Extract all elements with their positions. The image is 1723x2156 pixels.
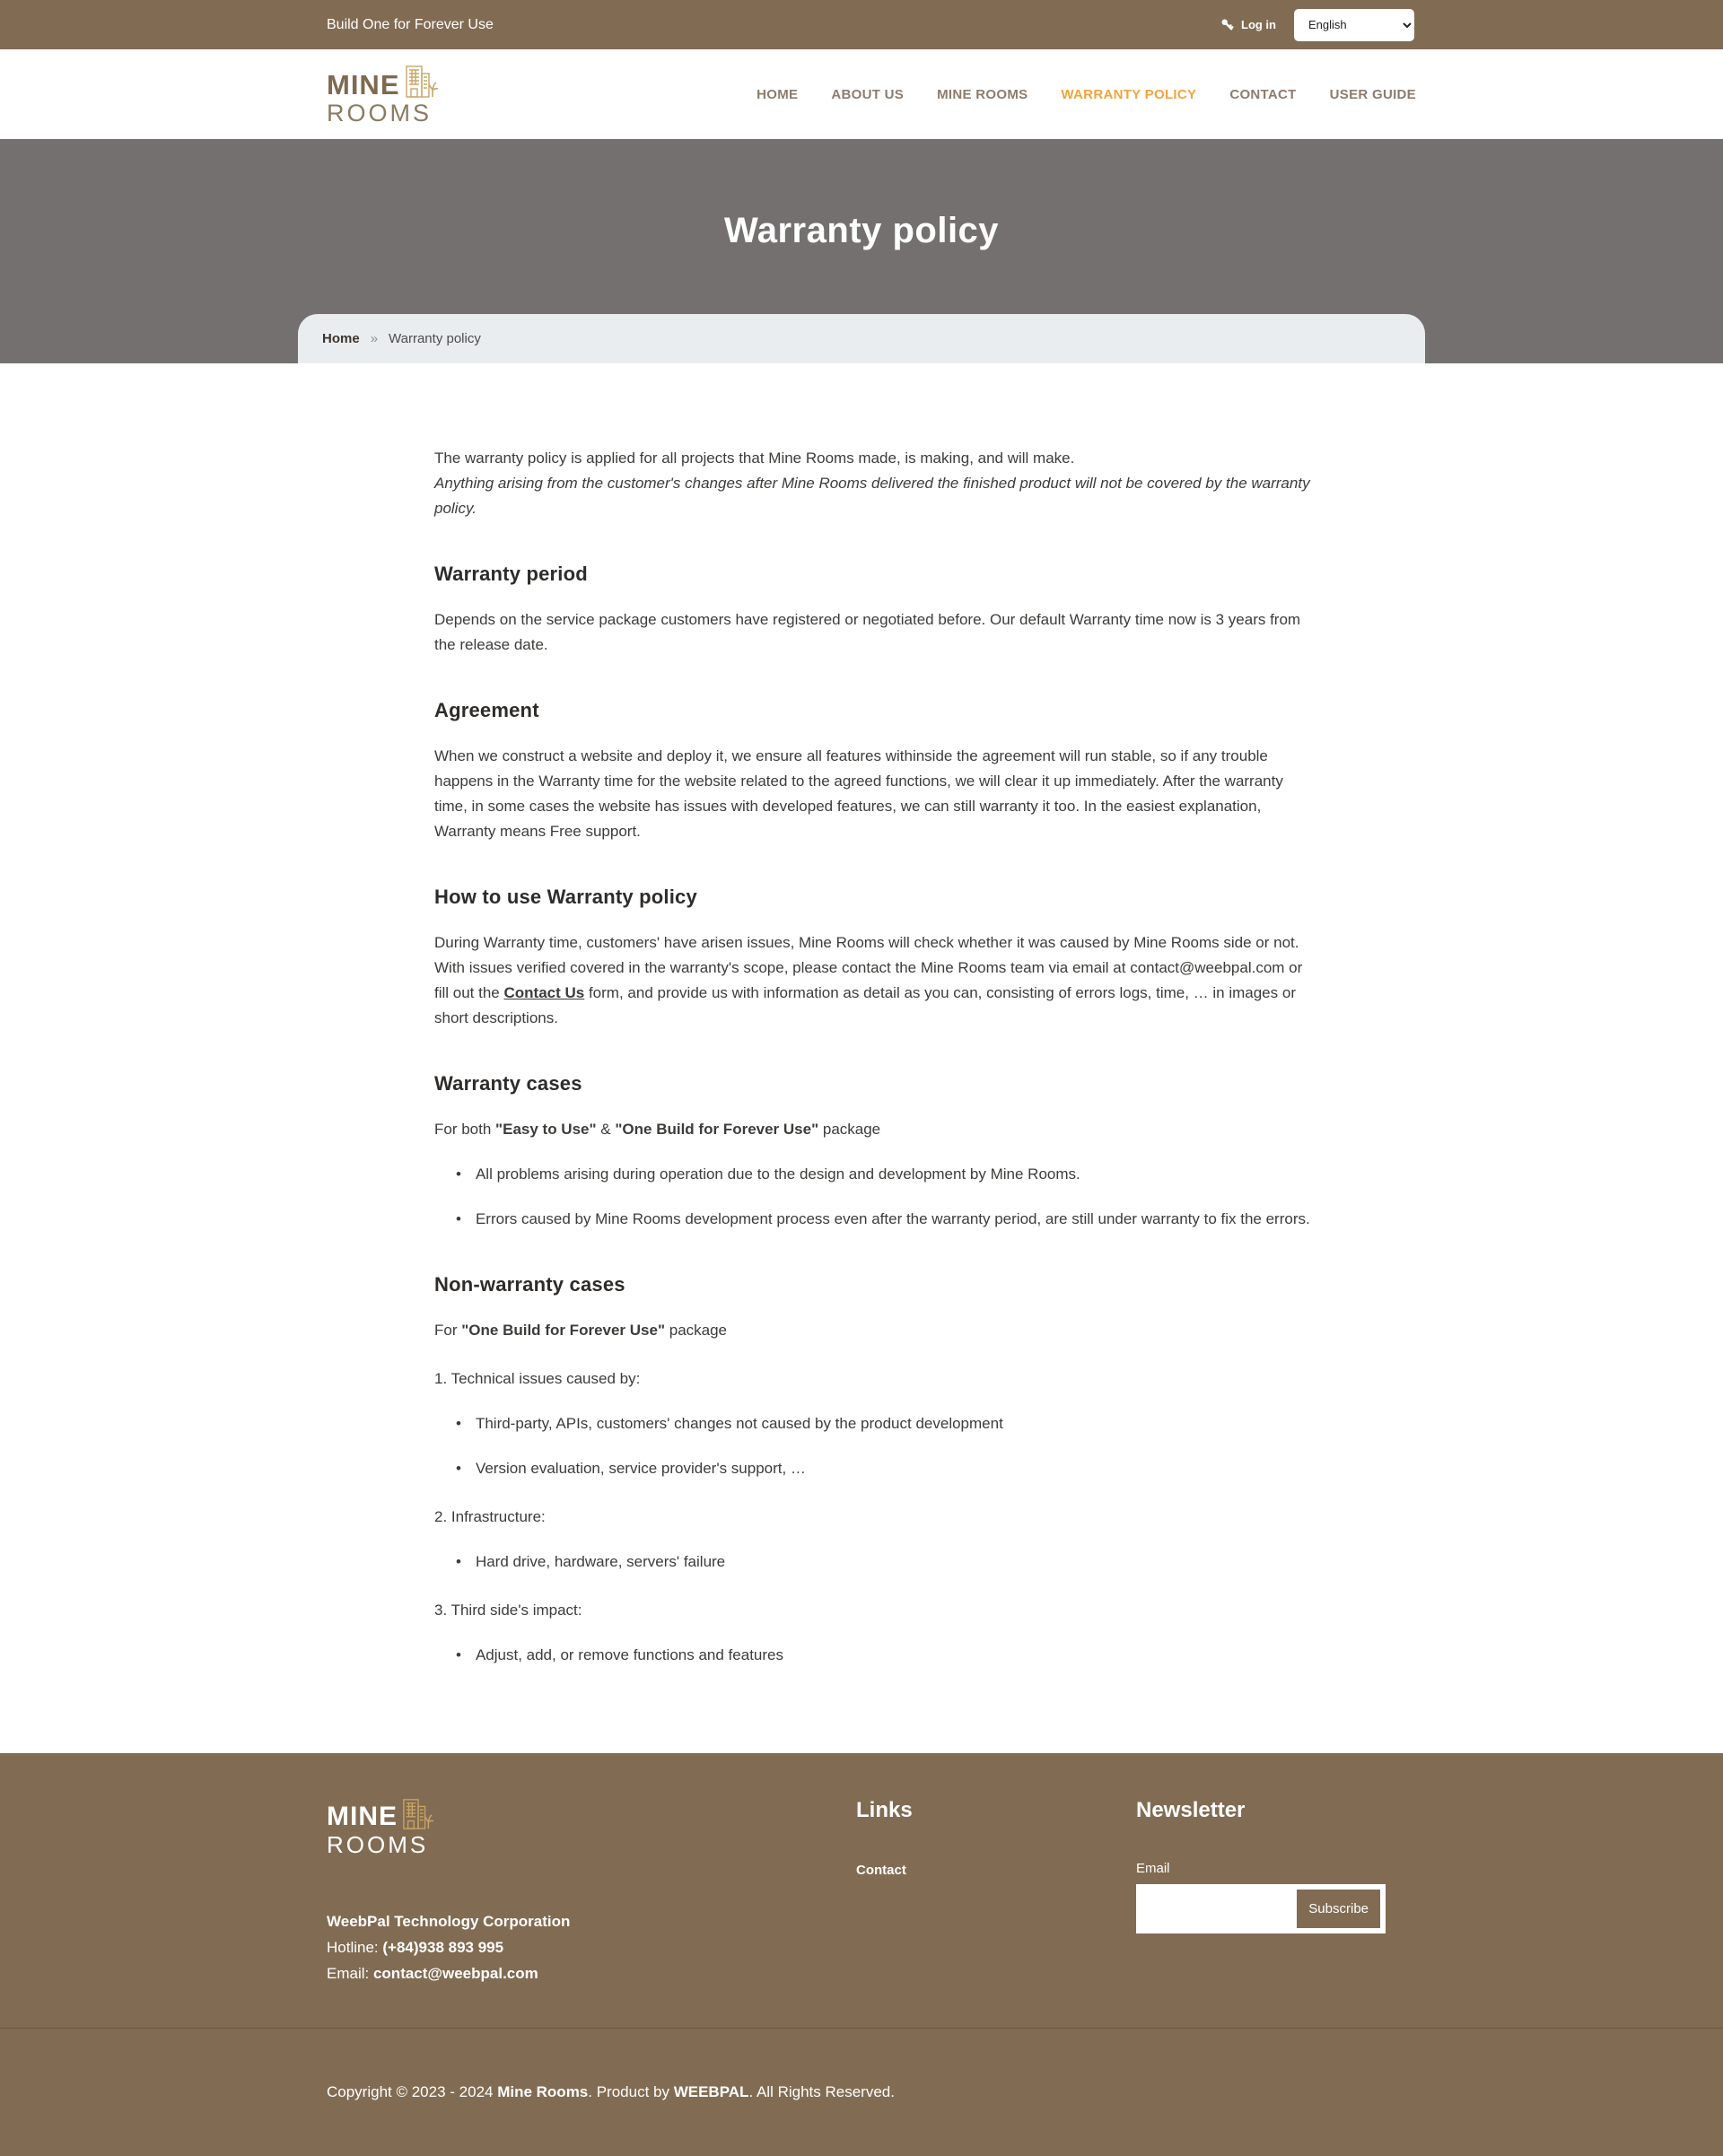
heading-agreement: Agreement [434,699,539,721]
intro-paragraph [434,446,1314,521]
logo-line1: MINE [327,69,400,100]
how-to-line2: With issues verified covered in the warranty's scope, please contact the Mine Rooms team via email at contact@weebpal.com or fill out the Contact Us form, and provide us with information as detail as you can, consisting of errors logs, time, … in images or short descriptions. [434,959,1303,1026]
contact-us-link[interactable]: Contact Us [503,984,585,1001]
bullet-dot: • [456,1646,461,1663]
email-line: Email: contact@weebpal.com [327,1965,538,1982]
bullet-dot: • [456,1460,461,1477]
nav-user-guide[interactable]: USER GUIDE [1329,86,1416,102]
topbar-right [1220,9,1414,41]
breadcrumb-separator: » [370,331,379,346]
non-warranty-lead: For "One Build for Forever Use" package [434,1322,728,1339]
breadcrumb-bar [298,314,1425,363]
login-label: Log in [1241,18,1276,31]
logo-line2: ROOMS [327,100,433,127]
main-content [0,363,1723,1753]
heading-warranty-cases: Warranty cases [434,1072,582,1095]
nav-home[interactable]: HOME [757,86,799,102]
intro-line-italic: Anything arising from the customer's changes after Mine Rooms delivered the finished product will not be covered by the warranty policy. [434,475,1310,517]
hotline-line: Hotline: (+84)938 893 995 [327,1939,504,1956]
numbered-item-1: 1. Technical issues caused by: [434,1370,641,1387]
list-item: • Errors caused by Mine Rooms development process even after the warranty period, are still under warranty to fix the errors. [456,1207,1314,1232]
list-item: • All problems arising during operation due to the design and development by Mine Rooms. [456,1162,1314,1187]
footer-newsletter-column [1136,1796,1405,1986]
intro-line: The warranty policy is applied for all projects that Mine Rooms made, is making, and will make. [434,450,1075,467]
nav-about-us[interactable]: ABOUT US [831,86,905,102]
copyright-text: Copyright © 2023 - 2024 Mine Rooms. Product by WEEBPAL. All Rights Reserved. [327,2083,895,2100]
site-header [0,49,1723,139]
bullet-dot: • [456,1165,461,1183]
main-nav [757,87,1416,102]
nav-mine-rooms[interactable]: MINE ROOMS [937,86,1028,102]
warranty-cases-lead: For both "Easy to Use" & "One Build for Forever Use" package [434,1121,881,1138]
language-select[interactable] [1294,9,1414,41]
hero-banner [0,139,1723,363]
bullet-dot: • [456,1415,461,1432]
footer-company-info [327,1908,856,1986]
newsletter-form [1136,1884,1386,1933]
breadcrumb-home-link[interactable]: Home [322,331,360,346]
how-to-line1: During Warranty time, customers' have arisen issues, Mine Rooms will check whether it was caused by Mine Rooms side or not. [434,934,1299,951]
newsletter-email-label: Email [1136,1861,1170,1876]
login-button[interactable] [1220,18,1276,31]
breadcrumb [322,331,481,346]
page-title: Warranty policy [723,211,1000,250]
heading-warranty-period: Warranty period [434,563,588,585]
site-tagline: Build One for Forever Use [327,16,494,32]
nav-contact[interactable]: CONTACT [1229,86,1297,102]
company-name: WeebPal Technology Corporation [327,1913,571,1930]
list-item: • Adjust, add, or remove functions and features [456,1643,1314,1668]
list-item: • Third-party, APIs, customers' changes not caused by the product development [456,1411,1314,1436]
subscribe-button[interactable]: Subscribe [1295,1888,1382,1930]
heading-how-to-use: How to use Warranty policy [434,886,697,908]
nav-warranty-policy[interactable]: WARRANTY POLICY [1061,86,1197,102]
footer-logo-line1: MINE [327,1802,398,1831]
bullet-dot: • [456,1210,461,1227]
footer-contact-link[interactable]: Contact [856,1863,906,1878]
footer-company-column [327,1796,856,1986]
hotline-number: (+84)938 893 995 [382,1939,504,1956]
footer-links-column [856,1796,1136,1986]
site-logo[interactable] [327,63,439,126]
how-to-use-text [434,930,1314,1031]
topbar [0,0,1723,49]
list-item: • Version evaluation, service provider's support, … [456,1456,1314,1481]
list-item: • Hard drive, hardware, servers' failure [456,1549,1314,1575]
heading-non-warranty-cases: Non-warranty cases [434,1273,625,1296]
warranty-period-text: Depends on the service package customers have registered or negotiated before. Our default Warranty time now is 3 years from the release date. [434,611,1301,653]
site-footer [0,1753,1723,2156]
numbered-item-2: 2. Infrastructure: [434,1508,546,1525]
contact-email: contact@weebpal.com [372,1965,538,1982]
bullet-dot: • [456,1553,461,1570]
footer-links-title: Links [856,1798,913,1822]
numbered-item-3: 3. Third side's impact: [434,1602,582,1619]
newsletter-title: Newsletter [1136,1798,1246,1822]
agreement-text: When we construct a website and deploy it, we ensure all features withinside the agreement will run stable, so if any trouble happens in the Warranty time for the website related to the agreed functions, we will clear it up immediately. After the warranty time, in some cases the website has issues with developed features, we can still warranty it too. In the easiest explanation, Warranty means Free support. [434,747,1283,840]
breadcrumb-current: Warranty policy [389,331,481,346]
copyright-bar [0,2028,1723,2156]
footer-logo [327,1796,856,1856]
footer-logo-line2: ROOMS [327,1831,429,1858]
building-icon [402,1796,434,1830]
newsletter-email-input[interactable] [1140,1888,1295,1930]
building-icon [405,63,439,99]
key-icon [1220,18,1234,31]
